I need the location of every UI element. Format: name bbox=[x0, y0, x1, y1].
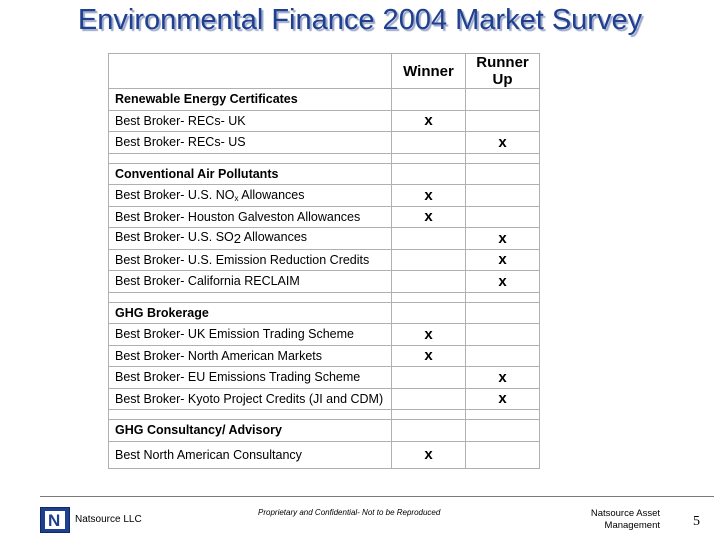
table-row bbox=[109, 324, 540, 346]
runner-up-mark bbox=[466, 185, 540, 207]
row-label: Best Broker- North American Markets bbox=[109, 345, 392, 367]
row-label: Best Broker- RECs- US bbox=[109, 132, 392, 154]
row-label: Best Broker- California RECLAIM bbox=[109, 271, 392, 293]
table-row bbox=[109, 388, 540, 410]
asset-management-label: Natsource Asset Management bbox=[590, 508, 660, 531]
row-label: Best Broker- U.S. SO2 Allowances bbox=[109, 228, 392, 250]
runner-up-mark: x bbox=[466, 228, 540, 250]
section-heading-row bbox=[109, 302, 540, 324]
survey-table bbox=[108, 53, 540, 469]
row-label: Best Broker- U.S. $NO_x$ Allowances bbox=[109, 185, 392, 207]
winner-mark bbox=[392, 271, 466, 293]
section-heading: Conventional Air Pollutants bbox=[109, 163, 392, 185]
natsource-logo bbox=[40, 507, 70, 533]
spacer-row bbox=[109, 410, 540, 420]
runner-up-mark: x bbox=[466, 271, 540, 293]
winner-mark: x bbox=[392, 345, 466, 367]
table-row bbox=[109, 271, 540, 293]
runner-up-mark bbox=[466, 324, 540, 346]
table-row bbox=[109, 345, 540, 367]
row-label: Best Broker- RECs- UK bbox=[109, 110, 392, 132]
table-row bbox=[109, 110, 540, 132]
confidential-notice: Proprietary and Confidential- Not to be Reproduced bbox=[258, 508, 441, 517]
winner-mark: x bbox=[392, 185, 466, 207]
winner-mark bbox=[392, 132, 466, 154]
table-row bbox=[109, 185, 540, 207]
slide-title: Environmental Finance 2004 Market Survey bbox=[77, 4, 643, 36]
row-label: Best Broker- Houston Galveston Allowances bbox=[109, 206, 392, 228]
runner-up-mark: x bbox=[466, 132, 540, 154]
section-heading-row bbox=[109, 420, 540, 442]
winner-mark bbox=[392, 388, 466, 410]
winner-mark bbox=[392, 367, 466, 389]
runner-up-mark: x bbox=[466, 367, 540, 389]
company-name: Natsource LLC bbox=[75, 514, 142, 525]
runner-up-mark bbox=[466, 345, 540, 367]
row-label: Best North American Consultancy bbox=[109, 441, 392, 468]
table-row bbox=[109, 441, 540, 468]
runner-up-mark: x bbox=[466, 249, 540, 271]
runner-up-mark bbox=[466, 441, 540, 468]
table-row bbox=[109, 228, 540, 250]
winner-mark: x bbox=[392, 110, 466, 132]
runner-up-mark: x bbox=[466, 388, 540, 410]
runner-up-mark bbox=[466, 110, 540, 132]
row-label: Best Broker- U.S. Emission Reduction Credits bbox=[109, 249, 392, 271]
spacer-row bbox=[109, 292, 540, 302]
section-heading: GHG Brokerage bbox=[109, 302, 392, 324]
footer-divider bbox=[40, 496, 714, 497]
table-row bbox=[109, 367, 540, 389]
winner-mark: x bbox=[392, 324, 466, 346]
section-heading: GHG Consultancy/ Advisory bbox=[109, 420, 392, 442]
table-row bbox=[109, 132, 540, 154]
section-heading-row bbox=[109, 89, 540, 111]
header-label-col bbox=[109, 54, 392, 89]
row-label: Best Broker- Kyoto Project Credits (JI and CDM) bbox=[109, 388, 392, 410]
page-number: 5 bbox=[693, 514, 700, 529]
section-heading: Renewable Energy Certificates bbox=[109, 89, 392, 111]
row-label: Best Broker- UK Emission Trading Scheme bbox=[109, 324, 392, 346]
winner-mark bbox=[392, 249, 466, 271]
table-header-row bbox=[109, 54, 540, 89]
table-row bbox=[109, 249, 540, 271]
table-row bbox=[109, 206, 540, 228]
logo-letter: N bbox=[48, 511, 61, 530]
header-runner-up: Runner Up bbox=[466, 54, 540, 89]
winner-mark: x bbox=[392, 441, 466, 468]
row-label: Best Broker- EU Emissions Trading Scheme bbox=[109, 367, 392, 389]
runner-up-mark bbox=[466, 206, 540, 228]
winner-mark: x bbox=[392, 206, 466, 228]
winner-mark bbox=[392, 228, 466, 250]
spacer-row bbox=[109, 153, 540, 163]
section-heading-row bbox=[109, 163, 540, 185]
header-winner: Winner bbox=[392, 54, 466, 89]
